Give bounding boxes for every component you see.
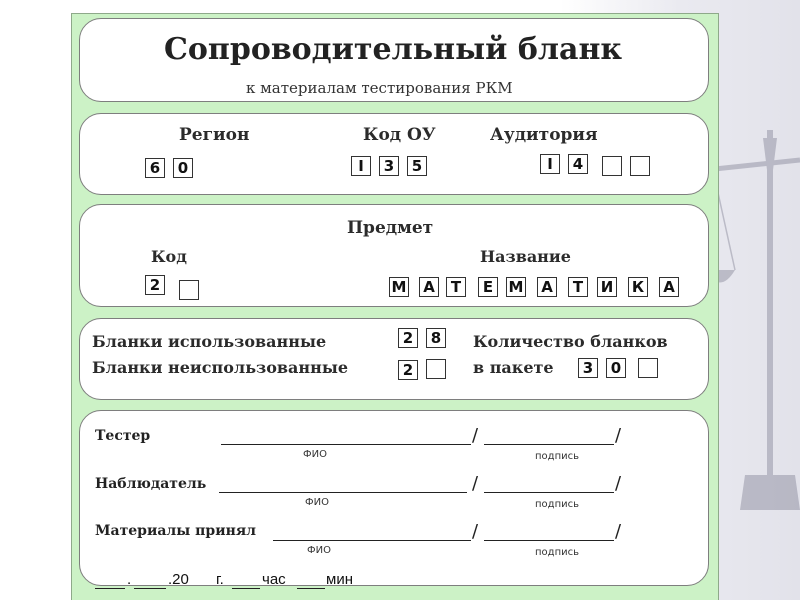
separator: / — [615, 473, 622, 494]
subject-name-letter-box[interactable]: Т — [446, 277, 466, 297]
package-count-label-2: в пакете — [473, 358, 554, 377]
page-subtitle: к материалам тестирования РКМ — [246, 79, 513, 97]
tester-fio-line[interactable] — [221, 444, 471, 445]
subject-code-box[interactable]: 2 — [145, 275, 165, 295]
subject-name-letter-box[interactable]: А — [537, 277, 557, 297]
received-by-label: Материалы принял — [95, 523, 257, 539]
fio-caption: ФИО — [303, 449, 327, 460]
date-separator: . — [127, 571, 132, 588]
separator: / — [472, 521, 479, 542]
month-field-line[interactable] — [134, 588, 166, 589]
package-count-digit-box[interactable] — [638, 358, 658, 378]
observer-fio-line[interactable] — [219, 492, 467, 493]
region-label: Регион — [179, 125, 250, 145]
minute-field-line[interactable] — [297, 588, 325, 589]
fio-caption: ФИО — [305, 497, 329, 508]
room-digit-box[interactable]: 4 — [568, 154, 588, 174]
region-digit-box[interactable]: 6 — [145, 158, 165, 178]
separator: / — [472, 473, 479, 494]
signature-caption: подпись — [535, 547, 579, 558]
year-unit: г. — [216, 571, 224, 588]
subject-name-letter-box[interactable]: А — [659, 277, 679, 297]
received-fio-line[interactable] — [273, 540, 471, 541]
school-code-digit-box[interactable]: 3 — [379, 156, 399, 176]
unused-forms-digit-box[interactable]: 2 — [398, 360, 418, 380]
fio-caption: ФИО — [307, 545, 331, 556]
room-digit-box[interactable] — [630, 156, 650, 176]
package-count-label: Количество бланков — [473, 332, 668, 351]
subject-name-label: Название — [480, 247, 571, 266]
school-code-label: Код ОУ — [363, 125, 436, 145]
subject-heading: Предмет — [347, 218, 434, 238]
school-code-digit-box[interactable]: I — [351, 156, 371, 176]
hour-unit: час — [262, 571, 286, 588]
used-forms-digit-box[interactable]: 8 — [426, 328, 446, 348]
package-count-digit-box[interactable]: 0 — [606, 358, 626, 378]
separator: / — [615, 521, 622, 542]
subject-name-letter-box[interactable]: М — [506, 277, 526, 297]
room-digit-box[interactable]: I — [540, 154, 560, 174]
tester-label: Тестер — [95, 428, 151, 444]
minute-unit: мин — [326, 571, 353, 588]
subject-name-letter-box[interactable]: И — [597, 277, 617, 297]
package-count-digit-box[interactable]: 3 — [578, 358, 598, 378]
used-forms-digit-box[interactable]: 2 — [398, 328, 418, 348]
region-digit-box[interactable]: 0 — [173, 158, 193, 178]
page-title: Сопроводительный бланк — [164, 32, 623, 67]
subject-code-box[interactable] — [179, 280, 199, 300]
school-code-digit-box[interactable]: 5 — [407, 156, 427, 176]
day-field-line[interactable] — [95, 588, 125, 589]
observer-signature-line[interactable] — [484, 492, 614, 493]
signature-caption: подпись — [535, 499, 579, 510]
separator: / — [615, 425, 622, 446]
separator: / — [472, 425, 479, 446]
observer-label: Наблюдатель — [95, 476, 207, 492]
subject-name-letter-box[interactable]: А — [419, 277, 439, 297]
unused-forms-label: Бланки неиспользованные — [92, 358, 349, 377]
hour-field-line[interactable] — [232, 588, 260, 589]
signature-caption: подпись — [535, 451, 579, 462]
year-prefix: .20 — [168, 571, 189, 588]
subject-name-letter-box[interactable]: Т — [568, 277, 588, 297]
subject-name-letter-box[interactable]: К — [628, 277, 648, 297]
scales-watermark-icon — [705, 130, 800, 510]
room-digit-box[interactable] — [602, 156, 622, 176]
received-signature-line[interactable] — [484, 540, 614, 541]
unused-forms-digit-box[interactable] — [426, 359, 446, 379]
subject-code-label: Код — [151, 247, 187, 266]
room-label: Аудитория — [490, 125, 598, 145]
used-forms-label: Бланки использованные — [92, 332, 327, 351]
tester-signature-line[interactable] — [484, 444, 614, 445]
subject-name-letter-box[interactable]: Е — [478, 277, 498, 297]
subject-name-letter-box[interactable]: М — [389, 277, 409, 297]
